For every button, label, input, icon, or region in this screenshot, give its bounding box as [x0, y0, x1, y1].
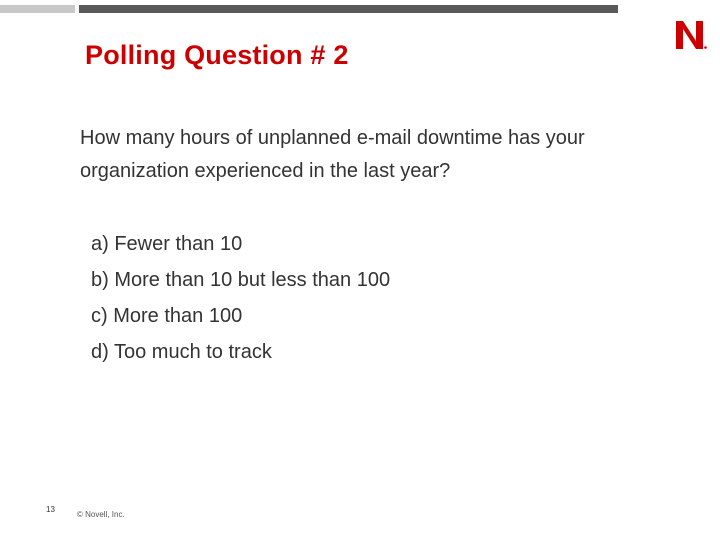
answer-options [91, 226, 390, 370]
copyright-footer: © Novell, Inc. [77, 510, 125, 519]
option-a: a) Fewer than 10 [91, 233, 243, 255]
option-c: c) More than 100 [91, 305, 243, 327]
poll-question: How many hours of unplanned e-mail downtime has your organization experienced in the last year? [80, 127, 585, 182]
option-b: b) More than 10 but less than 100 [91, 269, 391, 291]
novell-logo-icon [674, 18, 708, 52]
header-bar-light [0, 5, 75, 13]
slide-title: Polling Question # 2 [85, 40, 349, 70]
page-number: 13 [46, 505, 55, 514]
option-d: d) Too much to track [91, 341, 272, 363]
header-bar-dark [79, 5, 618, 13]
